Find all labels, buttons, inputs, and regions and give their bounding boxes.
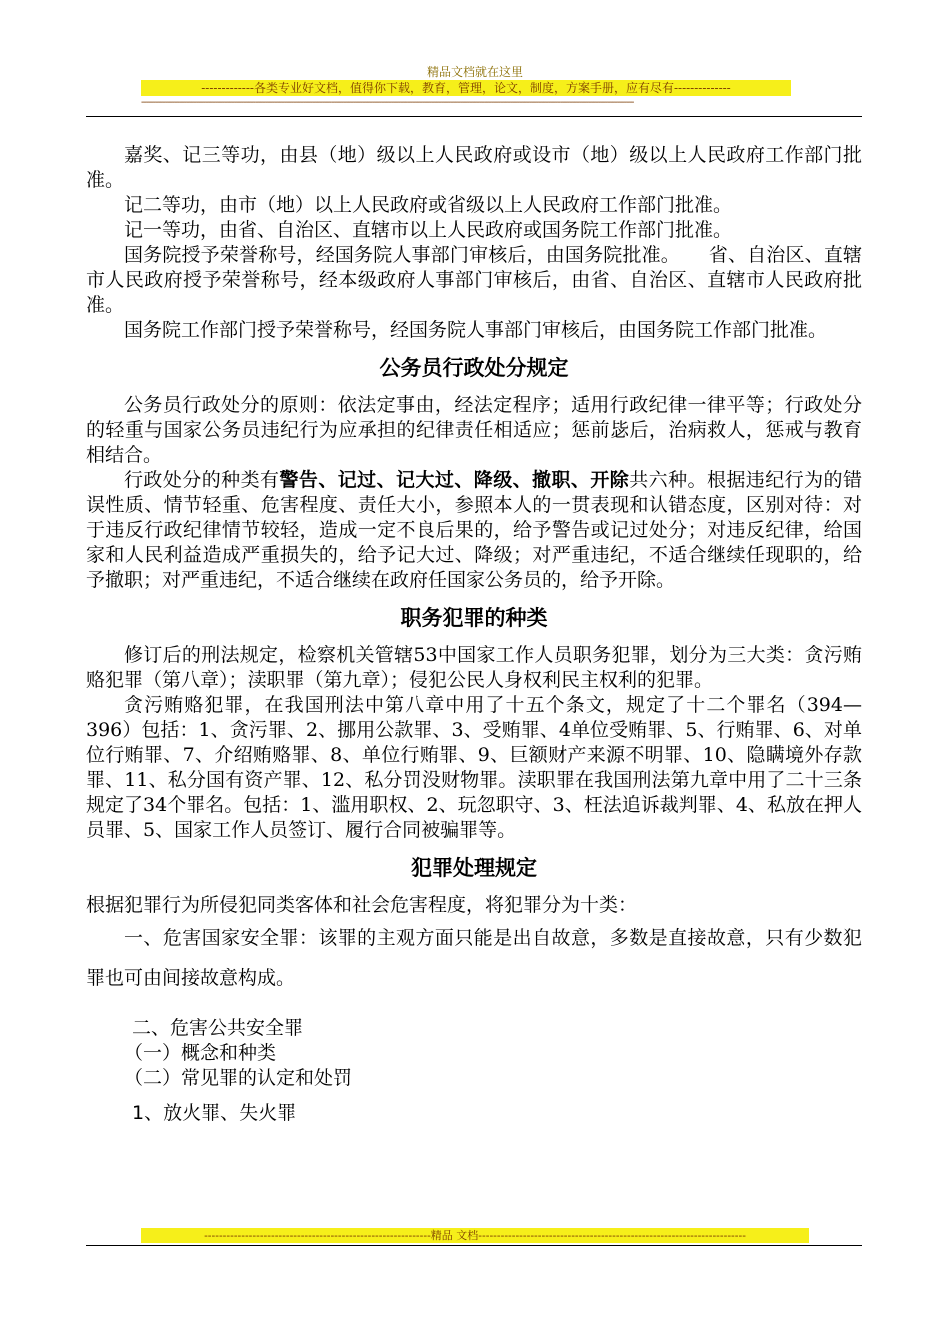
paragraph: 一、危害国家安全罪：该罪的主观方面只能是出自故意，多数是直接故意，只有少数犯罪也可由间接故意构成。 <box>86 927 862 989</box>
header-banner: -------------各类专业好文档，值得你下载，教育，管理，论文，制度，方案手册，应有尽有-------------- <box>141 80 791 96</box>
paragraph: 嘉奖、记三等功，由县（地）级以上人民政府或设市（地）级以上人民政府工作部门批准。 <box>86 144 862 191</box>
section-heading: 职务犯罪的种类 <box>400 606 548 630</box>
footer-rule <box>86 1245 862 1246</box>
paragraph: 国务院工作部门授予荣誉称号，经国务院人事部门审核后，由国务院工作部门批准。 <box>124 319 828 341</box>
list-item: （二）常见罪的认定和处罚 <box>124 1067 353 1089</box>
paragraph: 国务院授予荣誉称号，经国务院人事部门审核后，由国务院批准。 省、自治区、直辖市人民政府授予荣誉称号，经本级政府人事部门审核后，由省、自治区、直辖市人民政府批准。 <box>86 244 862 316</box>
header-dashes: --------------------------------------------------------------------------------------------------------------------------------------------------------------------------------------------------------------- <box>141 97 634 108</box>
paragraph: 贪污贿赂犯罪，在我国刑法中第八章中用了十五个条文，规定了十二个罪名（394—396）包括：1、贪污罪、2、挪用公款罪、3、受贿罪、4单位受贿罪、5、行贿罪、6、对单位行贿罪、7、介绍贿赂罪、8、单位行贿罪、9、巨额财产来源不明罪、10、隐瞒境外存款罪、11、私分国有资产罪、12、私分罚没财物罪。渎职罪在我国刑法第九章中用了二十三条规定了34个罪名。包括：1、滥用职权、2、玩忽职守、3、枉法追诉裁判罪、4、私放在押人员罪、5、国家工作人员签订、履行合同被骗罪等。 <box>86 694 862 841</box>
section-heading: 公务员行政处分规定 <box>379 356 569 380</box>
paragraph: 记一等功，由省、自治区、直辖市以上人民政府或国务院工作部门批准。 <box>124 219 733 241</box>
list-item: 1、放火罪、失火罪 <box>132 1102 297 1124</box>
paragraph: 公务员行政处分的原则：依法定事由，经法定程序；适用行政纪律一律平等；行政处分的轻重与国家公务员违纪行为应承担的纪律责任相适应；惩前毖后，治病救人，惩戒与教育相结合。 <box>86 394 862 466</box>
section-heading: 犯罪处理规定 <box>411 856 537 880</box>
text-run: 共六种。根据违纪行为的错误性质、情节轻重、危害程度、责任大小，参照本人的一贯表现和认错态度，区别对待：对于违反行政纪律情节较轻，造成一定不良后果的，给予警告或记过处分；对违反纪律，给国家和人民利益造成严重损失的，给予记大过、降级；对严重违纪，不适合继续任现职的，给予撤职；对严重违纪，不适合继续在政府任国家公务员的，给予开除。 <box>86 469 862 591</box>
paragraph: 根据犯罪行为所侵犯同类客体和社会危害程度，将犯罪分为十类： <box>86 894 638 916</box>
paragraph: 记二等功，由市（地）以上人民政府或省级以上人民政府工作部门批准。 <box>124 194 733 216</box>
document-body <box>86 143 862 1126</box>
paragraph <box>86 468 862 593</box>
text-run: 行政处分的种类有 <box>124 469 280 491</box>
header-rule <box>86 116 862 117</box>
list-item: （一）概念和种类 <box>124 1042 277 1064</box>
footer-banner: -------------------------------------------------------------精品 文档------------------------------------------------------------------------ <box>141 1228 809 1243</box>
paragraph: 修订后的刑法规定，检察机关管辖53中国家工作人员职务犯罪，划分为三大类：贪污贿赂犯罪（第八章）；渎职罪（第九章）；侵犯公民人身权利民主权利的犯罪。 <box>86 644 862 691</box>
list-item: 二、危害公共安全罪 <box>132 1017 304 1039</box>
bold-keywords: 警告、记过、记大过、降级、撤职、开除 <box>279 469 630 491</box>
header-title: 精品文档就在这里 <box>426 65 523 79</box>
